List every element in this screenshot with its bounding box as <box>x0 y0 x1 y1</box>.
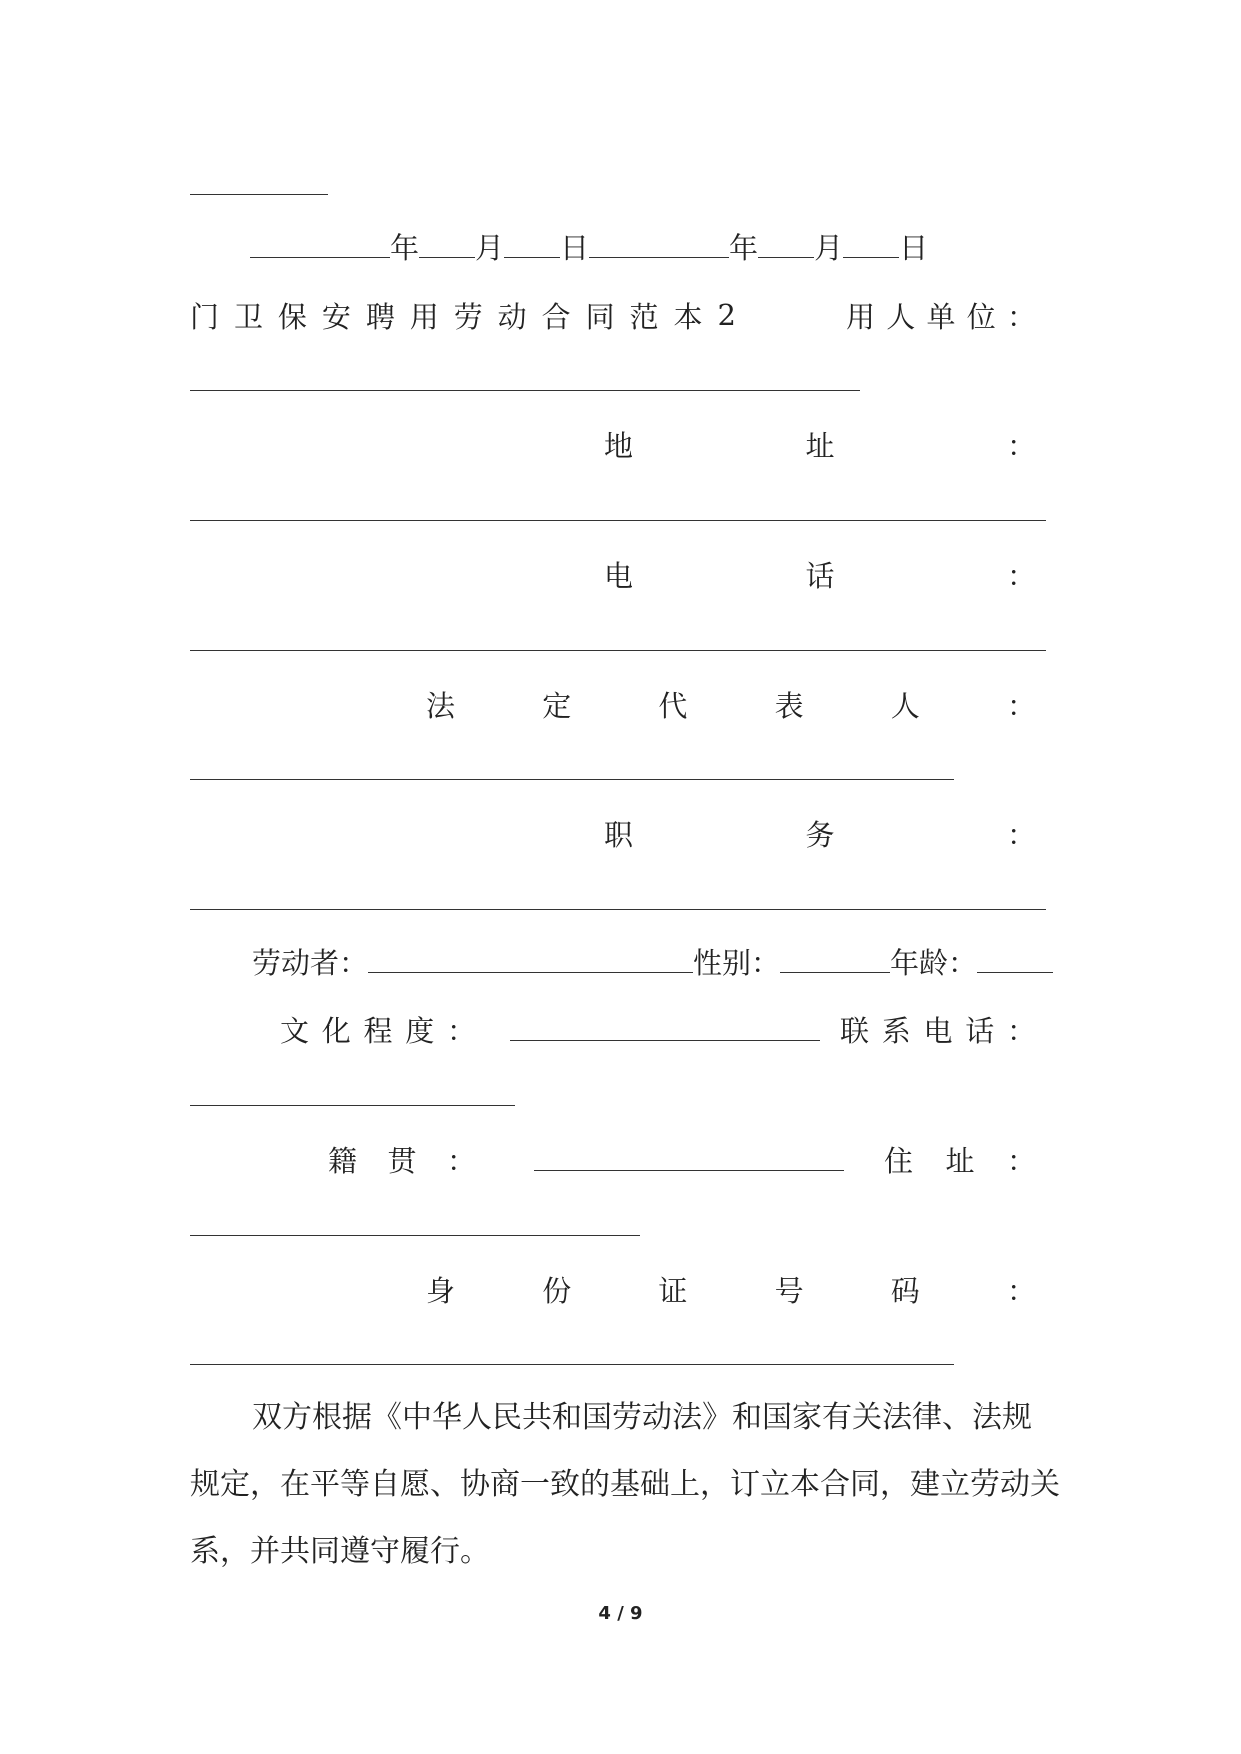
title-char: 卫 <box>233 299 263 334</box>
position-label <box>604 813 1036 853</box>
label-char: 系 <box>881 1013 911 1048</box>
day-blank <box>504 231 560 258</box>
year-blank-2 <box>589 231 729 258</box>
page-number: 4 / 9 <box>598 1603 643 1624</box>
age-blank <box>977 946 1053 973</box>
label-char: 身 <box>426 1273 456 1308</box>
year-label: 年 <box>390 231 420 265</box>
label-char: 人 <box>886 299 916 334</box>
id-number-rule <box>190 1364 954 1365</box>
address-rule <box>190 520 1046 521</box>
employer-label <box>846 295 1036 335</box>
label-char: 话 <box>805 558 835 593</box>
label-char: 份 <box>542 1273 572 1308</box>
laborer-row <box>252 943 1053 983</box>
day-blank-2 <box>843 231 899 258</box>
label-char: 址 <box>805 428 835 463</box>
label-char: 用 <box>846 299 876 334</box>
title-char: 门 <box>190 299 220 334</box>
label-char: 贯 <box>387 1143 417 1178</box>
label-char: 程 <box>363 1013 393 1048</box>
label-char: 务 <box>805 817 835 852</box>
employer-rule <box>190 390 860 391</box>
label-char: ： <box>1006 558 1036 593</box>
label-char: 单 <box>926 299 956 334</box>
label-char: 职 <box>604 817 634 852</box>
label-char: 话 <box>965 1013 995 1048</box>
label-char: 位 <box>966 299 996 334</box>
date-row <box>250 228 928 268</box>
title-char: 保 <box>277 299 307 334</box>
age-label: 年龄： <box>890 946 978 980</box>
label-char: 表 <box>774 688 804 723</box>
native-place-label <box>328 1139 476 1179</box>
label-char: ： <box>446 1013 476 1048</box>
label-char: ： <box>1006 688 1036 723</box>
legal-rep-rule <box>190 779 954 780</box>
top-short-rule <box>190 194 328 195</box>
label-char: 度 <box>405 1013 435 1048</box>
label-char: 址 <box>945 1143 975 1178</box>
year-label-2: 年 <box>729 231 759 265</box>
label-char: 住 <box>884 1143 914 1178</box>
title-char: 同 <box>585 299 615 334</box>
label-char: 籍 <box>328 1143 358 1178</box>
body-text: 双方根据《中华人民共和国劳动法》和国家有关法律、法规规定，在平等自愿、协商一致的基础上，订立本合同，建立劳动关系，并共同遵守履行。 <box>190 1400 1060 1569</box>
label-char: 地 <box>604 428 634 463</box>
label-char: ： <box>1006 817 1036 852</box>
title-char: 合 <box>541 299 571 334</box>
title-char: 范 <box>629 299 659 334</box>
contact-phone-label <box>840 1009 1036 1049</box>
contract-title <box>190 295 736 335</box>
label-char: 定 <box>542 688 572 723</box>
year-blank <box>250 231 390 258</box>
laborer-blank <box>368 946 693 973</box>
gender-blank <box>780 946 890 973</box>
title-char: 安 <box>321 299 351 334</box>
education-blank <box>510 1040 820 1041</box>
position-rule <box>190 909 1046 910</box>
body-paragraph <box>190 1384 1060 1585</box>
gender-label: 性别： <box>693 946 781 980</box>
label-char: ： <box>446 1143 476 1178</box>
label-char: 代 <box>658 688 688 723</box>
label-char: ： <box>1006 1013 1036 1048</box>
label-char: 文 <box>280 1013 310 1048</box>
label-char: 联 <box>840 1013 870 1048</box>
native-place-blank <box>534 1170 844 1171</box>
label-char: 码 <box>890 1273 920 1308</box>
label-char: ： <box>1006 1273 1036 1308</box>
label-char: 电 <box>923 1013 953 1048</box>
phone-rule <box>190 650 1046 651</box>
label-char: 号 <box>774 1273 804 1308</box>
month-label: 月 <box>475 231 505 265</box>
title-char: 2 <box>717 298 736 332</box>
legal-rep-label <box>426 684 1036 724</box>
residence-rule <box>190 1235 640 1236</box>
title-char: 动 <box>497 299 527 334</box>
id-number-label <box>426 1269 1036 1309</box>
title-char: 用 <box>409 299 439 334</box>
label-char: 法 <box>426 688 456 723</box>
title-char: 聘 <box>365 299 395 334</box>
laborer-label: 劳动者： <box>252 946 369 980</box>
title-char: 本 <box>673 299 703 334</box>
label-char: ： <box>1006 428 1036 463</box>
label-char: ： <box>1006 299 1036 334</box>
label-char: 证 <box>658 1273 688 1308</box>
day-label-2: 日 <box>899 231 929 265</box>
label-char: 化 <box>321 1013 351 1048</box>
label-char: ： <box>1006 1143 1036 1178</box>
month-label-2: 月 <box>814 231 844 265</box>
day-label: 日 <box>560 231 590 265</box>
label-char: 人 <box>890 688 920 723</box>
title-char: 劳 <box>453 299 483 334</box>
label-char: 电 <box>604 558 634 593</box>
phone-label <box>604 554 1036 594</box>
month-blank-2 <box>758 231 814 258</box>
contact-phone-rule <box>190 1105 515 1106</box>
address-label <box>604 424 1036 464</box>
month-blank <box>419 231 475 258</box>
education-label <box>280 1009 476 1049</box>
residence-label <box>884 1139 1036 1179</box>
